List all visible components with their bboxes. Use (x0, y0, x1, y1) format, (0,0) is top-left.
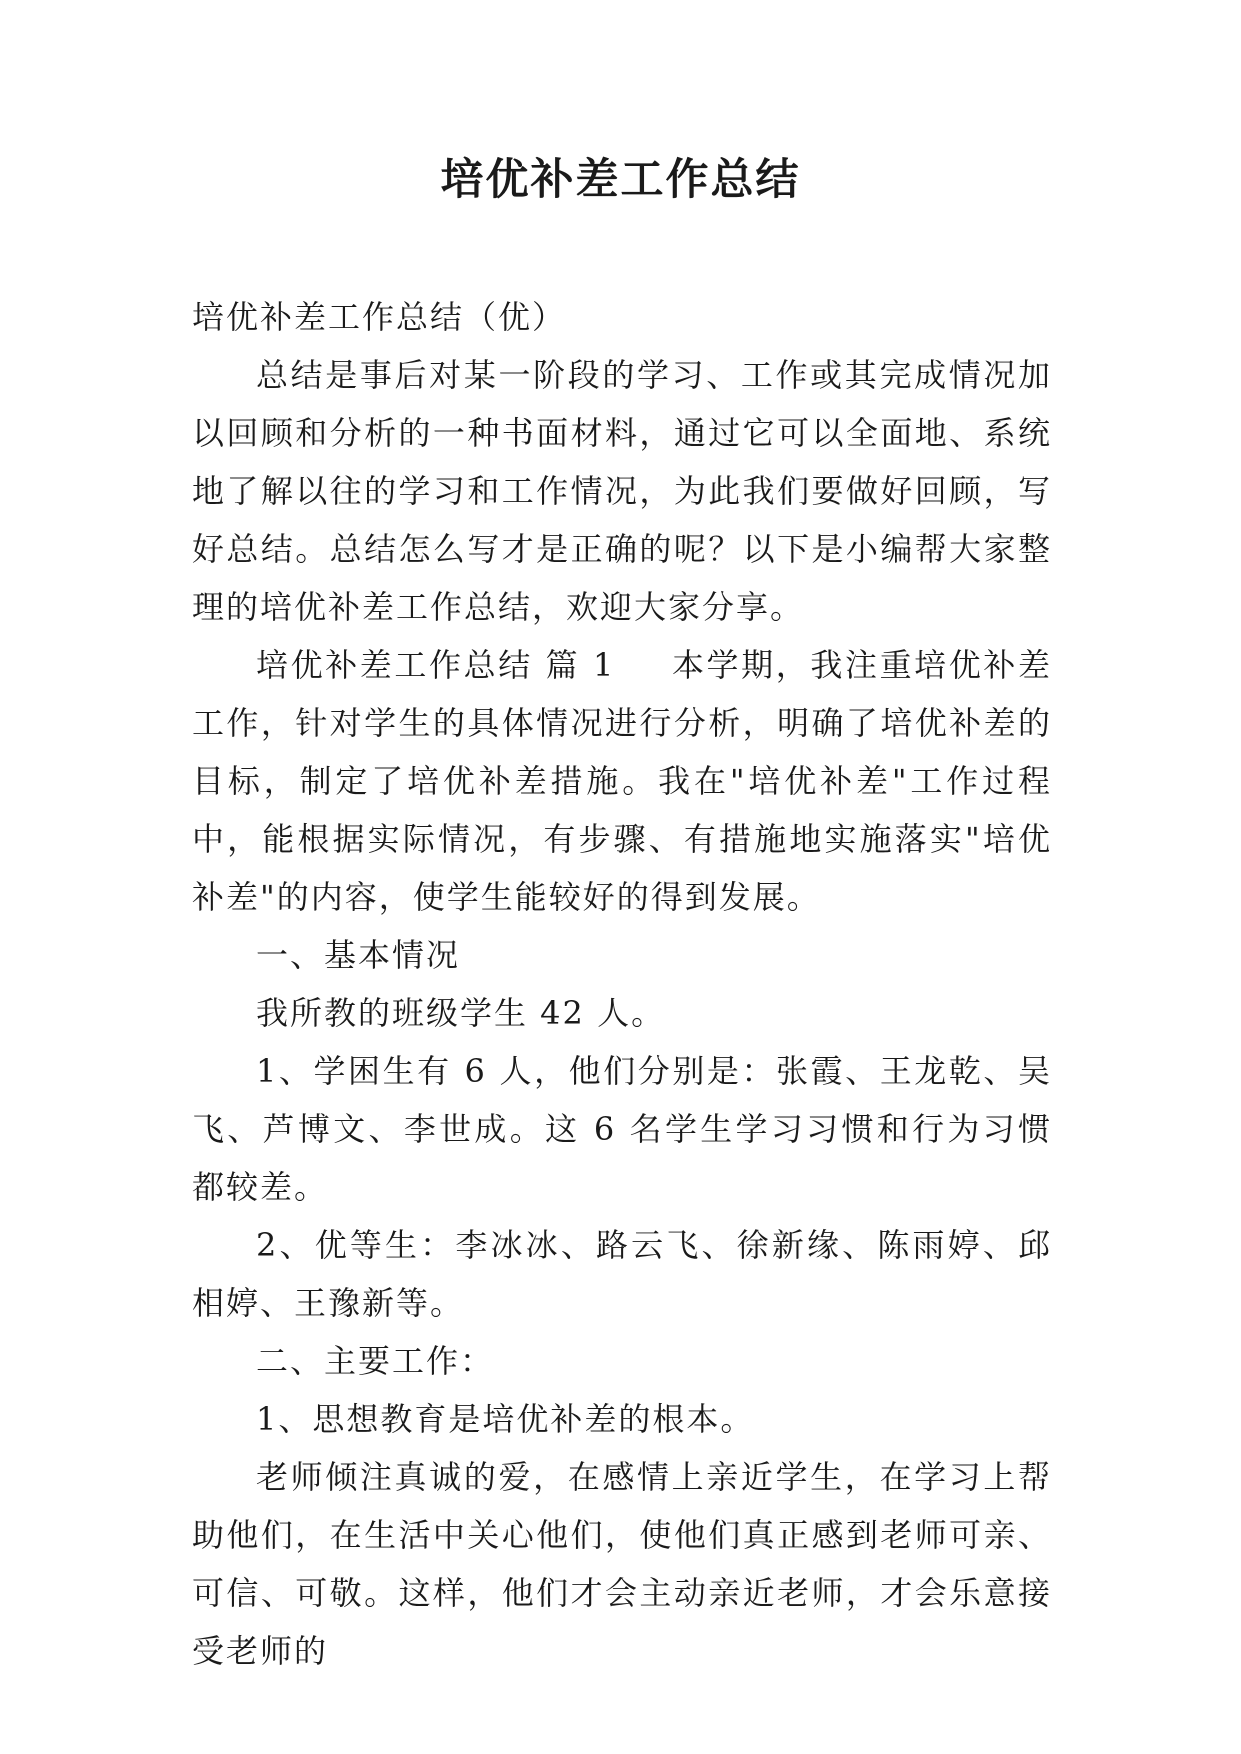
section-1-heading: 一、基本情况 (256, 936, 461, 974)
document-subtitle: 培优补差工作总结（优） (192, 298, 567, 336)
intro-paragraph: 总结是事后对某一阶段的学习、工作或其完成情况加以回顾和分析的一种书面材料，通过它可以全面地、系统地了解以往的学习和工作情况，为此我们要做好回顾，写好总结。总结怎么写才是正确的呢？以下是小编帮大家整理的培优补差工作总结，欢迎大家分享。 (192, 356, 1052, 626)
document-body (192, 288, 1052, 1680)
piece-label: 培优补差工作总结 篇 1 (256, 646, 616, 684)
piece-text: 本学期，我注重培优补差工作，针对学生的具体情况进行分析，明确了培优补差的目标，制定了培优补差措施。我在"培优补差"工作过程中，能根据实际情况，有步骤、有措施地实施落实"培优补差"的内容，使学生能较好的得到发展。 (192, 646, 1052, 916)
class-size-paragraph: 我所教的班级学生 42 人。 (256, 994, 666, 1032)
struggling-students-paragraph: 1、学困生有 6 人，他们分别是：张霞、王龙乾、吴飞、芦博文、李世成。这 6 名学生学习习惯和行为习惯都较差。 (192, 1052, 1052, 1206)
work-point-1-paragraph: 老师倾注真诚的爱，在感情上亲近学生，在学习上帮助他们，在生活中关心他们，使他们真正感到老师可亲、可信、可敬。这样，他们才会主动亲近老师，才会乐意接受老师的 (192, 1458, 1052, 1670)
work-point-1-heading: 1、思想教育是培优补差的根本。 (256, 1400, 755, 1438)
piece-1-paragraph (192, 636, 1052, 926)
document-title: 培优补差工作总结 (440, 155, 801, 205)
section-2-heading: 二、主要工作： (256, 1342, 495, 1380)
excellent-students-paragraph: 2、优等生：李冰冰、路云飞、徐新缘、陈雨婷、邱相婷、王豫新等。 (192, 1226, 1052, 1322)
